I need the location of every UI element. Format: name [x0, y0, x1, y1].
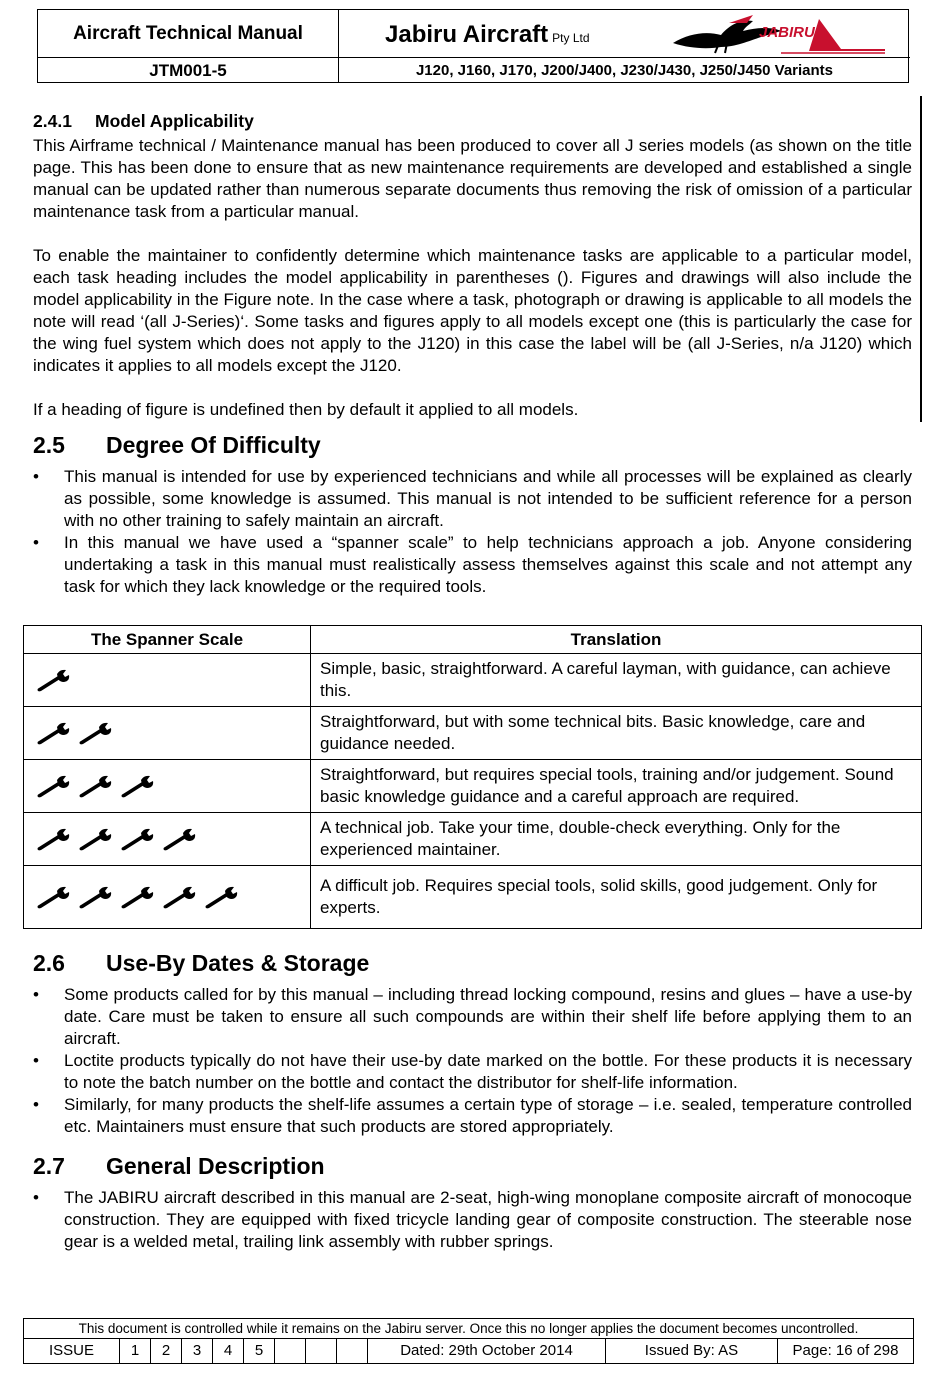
page-footer — [23, 1318, 914, 1364]
spanner-icon — [36, 826, 76, 852]
bullet-icon: • — [33, 985, 39, 1004]
paragraph: To enable the maintainer to confidently determine which maintenance tasks are applicable to a particular model, each task heading includes the model applicability in parentheses (). Figures and drawings will also include the model applicability in the Figure note. In the case where a task, photograph or drawing is applicable to all models the note will read ‘(all J-Series)‘. Some tasks and figures apply to all models except one (this is particularly the case for the wing fuel system which does not apply to the J120) in this case the label will be (all J-Series, n/a J120) which indicates it applies to all models except the J120. — [33, 246, 912, 375]
heading-2-4-1: 2.4.1 Model Applicability — [33, 111, 254, 131]
spanner-icon — [120, 826, 160, 852]
spanner-icon — [78, 773, 118, 799]
jabiru-logo — [669, 13, 889, 55]
dated: Dated: 29th October 2014 — [368, 1339, 606, 1363]
brand-suffix: Pty Ltd — [552, 31, 590, 45]
spanner-cell — [24, 654, 311, 707]
change-bar — [920, 96, 922, 422]
issue-cell: 3 — [182, 1339, 213, 1363]
doc-number: JTM001-5 — [38, 58, 339, 83]
list-item: • Some products called for by this manual – including thread locking compound, resins and glues – have a use-by date. Care must be taken to ensure all such compounds are within their shelf life before applying them to an aircraft. — [33, 985, 912, 1048]
list-item: • This manual is intended for use by experienced technicians and while all processes will be explained as clearly as possible, some knowledge is assumed. This manual is not intended to be sufficient reference for a person with no other training to safely maintain an aircraft. — [33, 467, 912, 530]
page-number: Page: 16 of 298 — [792, 1342, 899, 1359]
spanner-icon — [120, 884, 160, 910]
brand-cell — [339, 10, 910, 57]
table-row — [24, 707, 922, 760]
spanner-icon — [36, 720, 76, 746]
translation-cell: Straightforward, but with some technical bits. Basic knowledge, care and guidance needed. — [311, 707, 922, 760]
page-header — [37, 9, 909, 83]
spanner-icon — [78, 720, 118, 746]
spanner-cell — [24, 760, 311, 813]
header-row-2 — [38, 57, 910, 83]
issue-cell — [306, 1339, 337, 1363]
heading-2-5: 2.5 Degree Of Difficulty — [33, 432, 321, 458]
translation-cell: A difficult job. Requires special tools, solid skills, good judgement. Only for experts. — [311, 866, 922, 929]
control-note: This document is controlled while it remains on the Jabiru server. Once this no longer applies the document becomes uncontrolled. — [24, 1319, 913, 1339]
bullet-icon: • — [33, 467, 39, 486]
variants: J120, J160, J170, J200/J400, J230/J430, J250/J450 Variants — [415, 62, 834, 79]
translation-cell: Simple, basic, straightforward. A careful layman, with guidance, can achieve this. — [311, 654, 922, 707]
issue-cell — [275, 1339, 306, 1363]
brand-name: Jabiru Aircraft Pty Ltd — [385, 21, 590, 48]
table-header-row — [24, 626, 922, 654]
heading-2-7: 2.7 General Description — [33, 1153, 325, 1179]
list-item: • Similarly, for many products the shelf-life assumes a certain type of storage – i.e. sealed, temperature controlled etc. Maintainers must ensure that such products are stored appropriately. — [33, 1095, 912, 1136]
column-header: The Spanner Scale — [24, 626, 311, 654]
table-row — [24, 866, 922, 929]
issue-cell — [337, 1339, 368, 1363]
spanner-icon — [36, 884, 76, 910]
column-header: Translation — [311, 626, 922, 654]
spanner-icon — [162, 884, 202, 910]
page-body — [33, 110, 912, 1253]
bullet-list — [33, 984, 912, 1138]
paragraph: This Airframe technical / Maintenance manual has been produced to cover all J series models (as shown on the title page. This has been done to ensure that as new maintenance requirements are developed and established a single manual can be updated rather than numerous separate documents thus removing the risk of omission of a particular maintenance task from a particular manual. — [33, 136, 912, 221]
heading-2-6: 2.6 Use-By Dates & Storage — [33, 950, 370, 976]
list-item: • In this manual we have used a “spanner scale” to help technicians approach a job. Anyone considering undertaking a task in this manual must realistically assess themselves against this scale and not attempt any task for which they lack knowledge or the required tools. — [33, 533, 912, 596]
spanner-icon — [162, 826, 202, 852]
issue-cell: 4 — [213, 1339, 244, 1363]
bullet-icon: • — [33, 1095, 39, 1114]
spanner-icon — [78, 884, 118, 910]
manual-title: Aircraft Technical Manual — [38, 10, 339, 57]
translation-cell: Straightforward, but requires special tools, training and/or judgement. Sound basic knowledge guidance and a careful approach are required. — [311, 760, 922, 813]
paragraph: If a heading of figure is undefined then by default it applied to all models. — [33, 400, 579, 419]
spanner-icon — [204, 884, 244, 910]
spanner-scale-table — [23, 625, 922, 929]
logo-lettering: JABIRU — [759, 24, 815, 41]
spanner-icon — [36, 773, 76, 799]
issue-cell: 1 — [120, 1339, 151, 1363]
bullet-icon: • — [33, 533, 39, 552]
bullet-icon: • — [33, 1051, 39, 1070]
table-row — [24, 654, 922, 707]
spanner-cell — [24, 707, 311, 760]
list-item: • Loctite products typically do not have their use-by date marked on the bottle. For these products it is necessary to note the batch number on the bottle and contact the distributor for shelf-life information. — [33, 1051, 912, 1092]
spanner-cell — [24, 813, 311, 866]
issue-cell: 5 — [244, 1339, 275, 1363]
spanner-cell — [24, 866, 311, 929]
footer-row — [24, 1339, 913, 1363]
spanner-icon — [120, 773, 160, 799]
spanner-icon — [36, 667, 76, 693]
bullet-list — [33, 466, 912, 598]
issue-label: ISSUE — [24, 1339, 120, 1363]
table-row — [24, 813, 922, 866]
spanner-icon — [78, 826, 118, 852]
issued-by: Issued By: AS — [606, 1339, 778, 1363]
translation-cell: A technical job. Take your time, double-check everything. Only for the experienced maintainer. — [311, 813, 922, 866]
issue-cell: 2 — [151, 1339, 182, 1363]
list-item: • The JABIRU aircraft described in this manual are 2-seat, high-wing monoplane composite aircraft of monocoque construction. They are equipped with fixed tricycle landing gear of composite construction. The steerable nose gear is a welded metal, trailing link assembly with rubber springs. — [33, 1188, 912, 1251]
table-row — [24, 760, 922, 813]
bullet-list — [33, 1187, 912, 1253]
bullet-icon: • — [33, 1188, 39, 1207]
